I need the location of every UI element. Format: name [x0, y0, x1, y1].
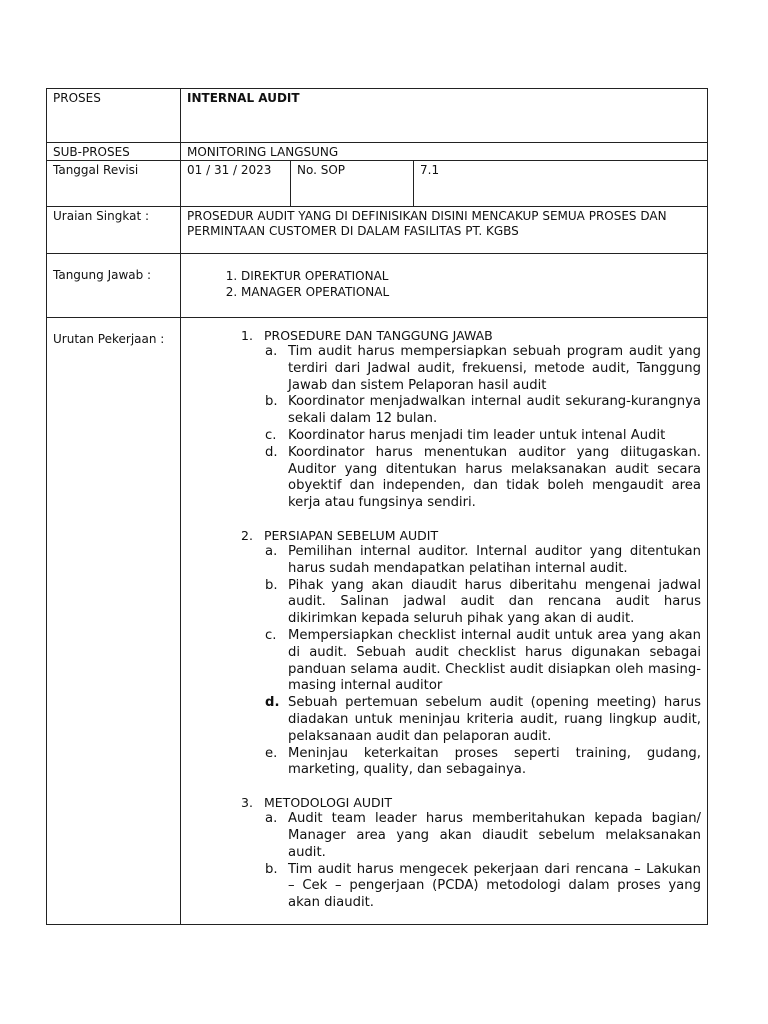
row-tanggal	[47, 161, 707, 207]
section-items	[241, 811, 701, 912]
tanggung-item-2: 2. MANAGER OPERATIONAL	[241, 284, 707, 300]
section-items	[241, 344, 701, 512]
list-item: b. Tim audit harus mengecek pekerjaan dari rencana – Lakukan – Cek – pengerjaan (PCDA) metodologi dalam proses yang akan diaudit.	[265, 861, 701, 911]
list-item: d. Sebuah pertemuan sebelum audit (opening meeting) harus diadakan untuk meninjau kriteria audit, ruang lingkup audit, pelaksanaan audit dan pelaporan audit.	[265, 695, 701, 744]
sop-value: 7.1	[420, 163, 440, 177]
sop-table	[46, 88, 708, 925]
tanggung-value	[181, 254, 707, 317]
tanggal-label: Tanggal Revisi	[47, 161, 181, 206]
section-title: 3. METODOLOGI AUDIT	[241, 795, 392, 811]
tanggung-label: Tangung Jawab :	[47, 254, 181, 317]
proses-value: INTERNAL AUDIT	[187, 91, 300, 105]
section-3	[241, 795, 701, 912]
row-tanggung-jawab	[47, 254, 707, 318]
section-1	[241, 328, 701, 512]
tanggung-list	[181, 254, 707, 300]
list-item: d. Koordinator harus menentukan auditor yang diitugaskan. Auditor yang ditentukan harus melaksanakan audit secara obyektif dan independen, dan tidak boleh mengaudit area kerja atau fungsinya sendiri.	[265, 444, 701, 511]
row-subproses	[47, 143, 707, 161]
list-item: c. Mempersiapkan checklist internal audit untuk area yang akan di audit. Sebuah audit checklist harus digunakan sebagai panduan selama audit. Checklist audit disiapkan oleh masing-masing internal auditor	[265, 627, 701, 694]
section-title: 2. PERSIAPAN SEBELUM AUDIT	[241, 527, 439, 543]
list-item: a. Audit team leader harus memberitahukan kepada bagian/ Manager area yang akan diaudit sebelum melaksanakan audit.	[265, 811, 701, 860]
uraian-label: Uraian Singkat :	[47, 207, 181, 253]
tanggal-value: 01 / 31 / 2023	[181, 161, 291, 206]
proses-label: PROSES	[47, 89, 181, 142]
urutan-label: Urutan Pekerjaan :	[47, 318, 181, 924]
row-urutan	[47, 318, 707, 924]
subproses-label: SUB-PROSES	[47, 143, 181, 160]
list-item: e. Meninjau keterkaitan proses seperti training, gudang, marketing, quality, dan sebagainya.	[265, 745, 701, 778]
sop-label: No. SOP	[291, 161, 414, 206]
section-title: 1. PROSEDURE DAN TANGGUNG JAWAB	[241, 328, 493, 343]
section-items	[241, 544, 701, 779]
urutan-content	[181, 318, 707, 924]
section-2	[241, 528, 701, 779]
list-item: b. Pihak yang akan diaudit harus diberitahu mengenai jadwal audit. Salinan jadwal audit dan rencana audit harus dikirimkan kepada seluruh pihak yang akan di audit.	[265, 577, 701, 627]
row-uraian	[47, 207, 707, 254]
list-item: a. Tim audit harus mempersiapkan sebuah program audit yang terdiri dari Jadwal audit, frekuensi, metode audit, Tanggung Jawab dan sistem Pelaporan hasil audit	[265, 344, 701, 393]
list-item: c. Koordinator harus menjadi tim leader untuk intenal Audit	[265, 427, 666, 443]
tanggal-sop-group	[181, 161, 707, 206]
row-proses	[47, 89, 707, 143]
subproses-value: MONITORING LANGSUNG	[187, 145, 339, 159]
list-item: b. Koordinator menjadwalkan internal audit sekurang-kurangnya sekali dalam 12 bulan.	[265, 394, 701, 427]
uraian-value: PROSEDUR AUDIT YANG DI DEFINISIKAN DISINI MENCAKUP SEMUA PROSES DAN PERMINTAAN CUSTOMER DI DALAM FASILITAS PT. KGBS	[187, 209, 667, 238]
tanggung-item-1: 1. DIREKTUR OPERATIONAL	[241, 268, 707, 284]
list-item: a. Pemilihan internal auditor. Internal auditor yang ditentukan harus sudah mendapatkan pelatihan internal audit.	[265, 543, 701, 576]
